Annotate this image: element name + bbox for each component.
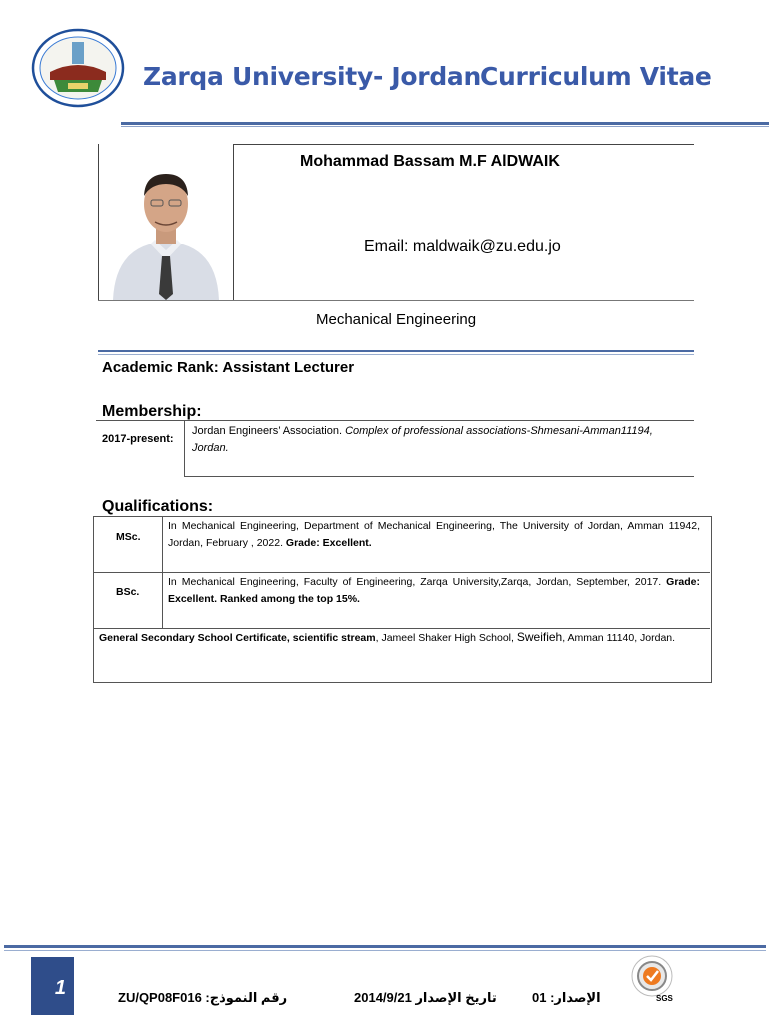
profile-top-border xyxy=(232,144,694,145)
profile-photo xyxy=(98,144,234,301)
department: Mechanical Engineering xyxy=(316,311,477,328)
qual-grade-msc: Grade: Excellent. xyxy=(285,537,372,549)
qualifications-heading: Qualifications: xyxy=(102,498,214,515)
header-rule-thin xyxy=(121,126,769,127)
version: الإصدار: 01 xyxy=(532,990,601,1005)
header-rule xyxy=(121,122,769,125)
academic-rank: Academic Rank: Assistant Lecturer xyxy=(102,359,355,376)
person-name: Mohammad Bassam M.F AlDWAIK xyxy=(300,153,560,170)
university-title: Zarqa University- Jordan xyxy=(143,62,481,91)
profile-bottom-border xyxy=(98,300,694,301)
secondary-certificate xyxy=(99,629,709,647)
sgs-cert-logo xyxy=(626,954,678,1006)
qual-degree-bsc: BSc. xyxy=(116,586,140,598)
document-title: Curriculum Vitae xyxy=(480,62,712,91)
sgs-label: SGS xyxy=(656,994,673,1003)
qual-text-bsc: In Mechanical Engineering, Faculty of Engineering, Zarqa University,Zarqa, Jordan, September, 2017. xyxy=(168,576,662,588)
section-rule-thin xyxy=(98,354,694,355)
secondary-cert-place: Sweifieh xyxy=(516,630,563,644)
membership-heading: Membership: xyxy=(102,403,202,420)
footer-rule xyxy=(4,945,766,948)
qual-degree-msc: MSc. xyxy=(116,531,141,543)
secondary-cert-title: General Secondary School Certificate, scientific stream xyxy=(99,632,376,644)
page-number-box xyxy=(31,957,74,1015)
secondary-cert-school: , Jameel Shaker High School, xyxy=(375,632,517,644)
membership-period: 2017-present: xyxy=(102,433,174,445)
form-code: ZU/QP08F016 :رقم النموذج xyxy=(118,990,288,1005)
issue-date: 2014/9/21 تاريخ الإصدار xyxy=(354,990,497,1005)
membership-org: Jordan Engineers’ Association. xyxy=(192,425,343,437)
membership-top-border xyxy=(96,420,694,421)
membership-divider xyxy=(184,420,185,476)
qual-detail-bsc xyxy=(168,574,700,608)
membership-detail xyxy=(192,423,682,457)
university-logo xyxy=(30,28,126,108)
section-rule xyxy=(98,350,694,352)
qual-grade-bsc: Grade: Excellent. Ranked among the top 15%. xyxy=(168,576,701,605)
qual-row-divider-1 xyxy=(93,572,710,573)
secondary-cert-end: , Amman 11140, Jordan. xyxy=(562,632,676,644)
membership-bottom-border xyxy=(184,476,694,477)
footer-rule-thin xyxy=(4,950,766,951)
qual-detail-msc xyxy=(168,518,700,552)
email-link[interactable]: Email: maldwaik@zu.edu.jo xyxy=(364,238,561,255)
qual-text-msc: In Mechanical Engineering, Department of Mechanical Engineering, The University of Jordan, Amman 11942, Jordan, February , 2022. xyxy=(168,520,700,549)
page-number: 1 xyxy=(54,977,66,999)
membership-address: Complex of professional associations-Shmesani-Amman11194, Jordan. xyxy=(192,425,653,454)
